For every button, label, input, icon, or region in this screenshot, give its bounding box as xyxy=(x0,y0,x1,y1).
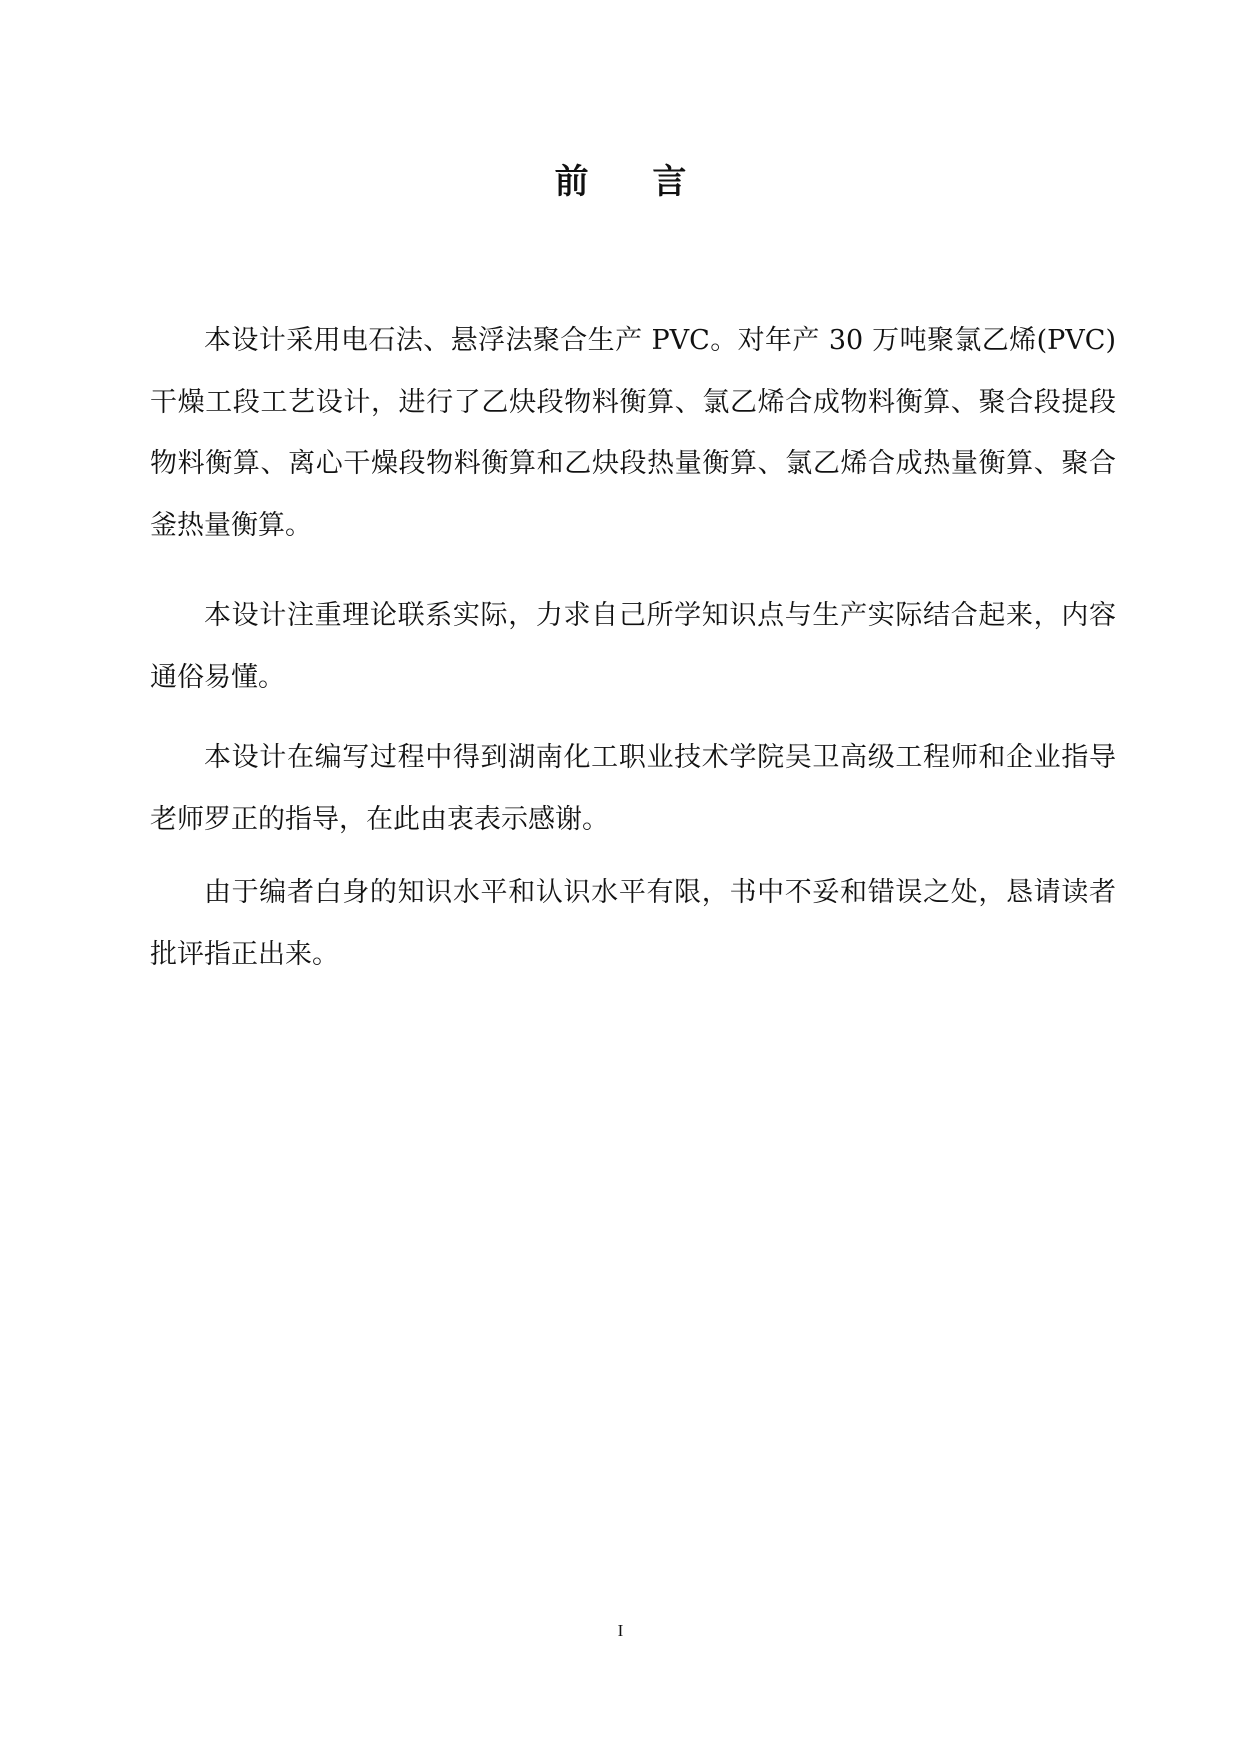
paragraph-disclaimer: 由于编者白身的知识水平和认识水平有限，书中不妥和错误之处，恳请读者批评指正出来。 xyxy=(150,877,1116,970)
paragraph-design-overview: 本设计采用电石法、悬浮法聚合生产 PVC。对年产 30 万吨聚氯乙烯(PVC)干燥工段工艺设计，进行了乙炔段物料衡算、氯乙烯合成物料衡算、聚合段提段物料衡算、离心干燥段物料衡算和乙炔段热量衡算、氯乙烯合成热量衡算、聚合釜热量衡算。 xyxy=(150,325,1116,541)
page-number: I xyxy=(617,1621,624,1640)
paragraph-acknowledgement: 本设计在编写过程中得到湖南化工职业技术学院吴卫高级工程师和企业指导老师罗正的指导，在此由衷表示感谢。 xyxy=(150,742,1116,835)
paragraph-design-approach: 本设计注重理论联系实际，力求自己所学知识点与生产实际结合起来，内容通俗易懂。 xyxy=(150,600,1116,693)
page-title: 前 言 xyxy=(554,162,713,202)
